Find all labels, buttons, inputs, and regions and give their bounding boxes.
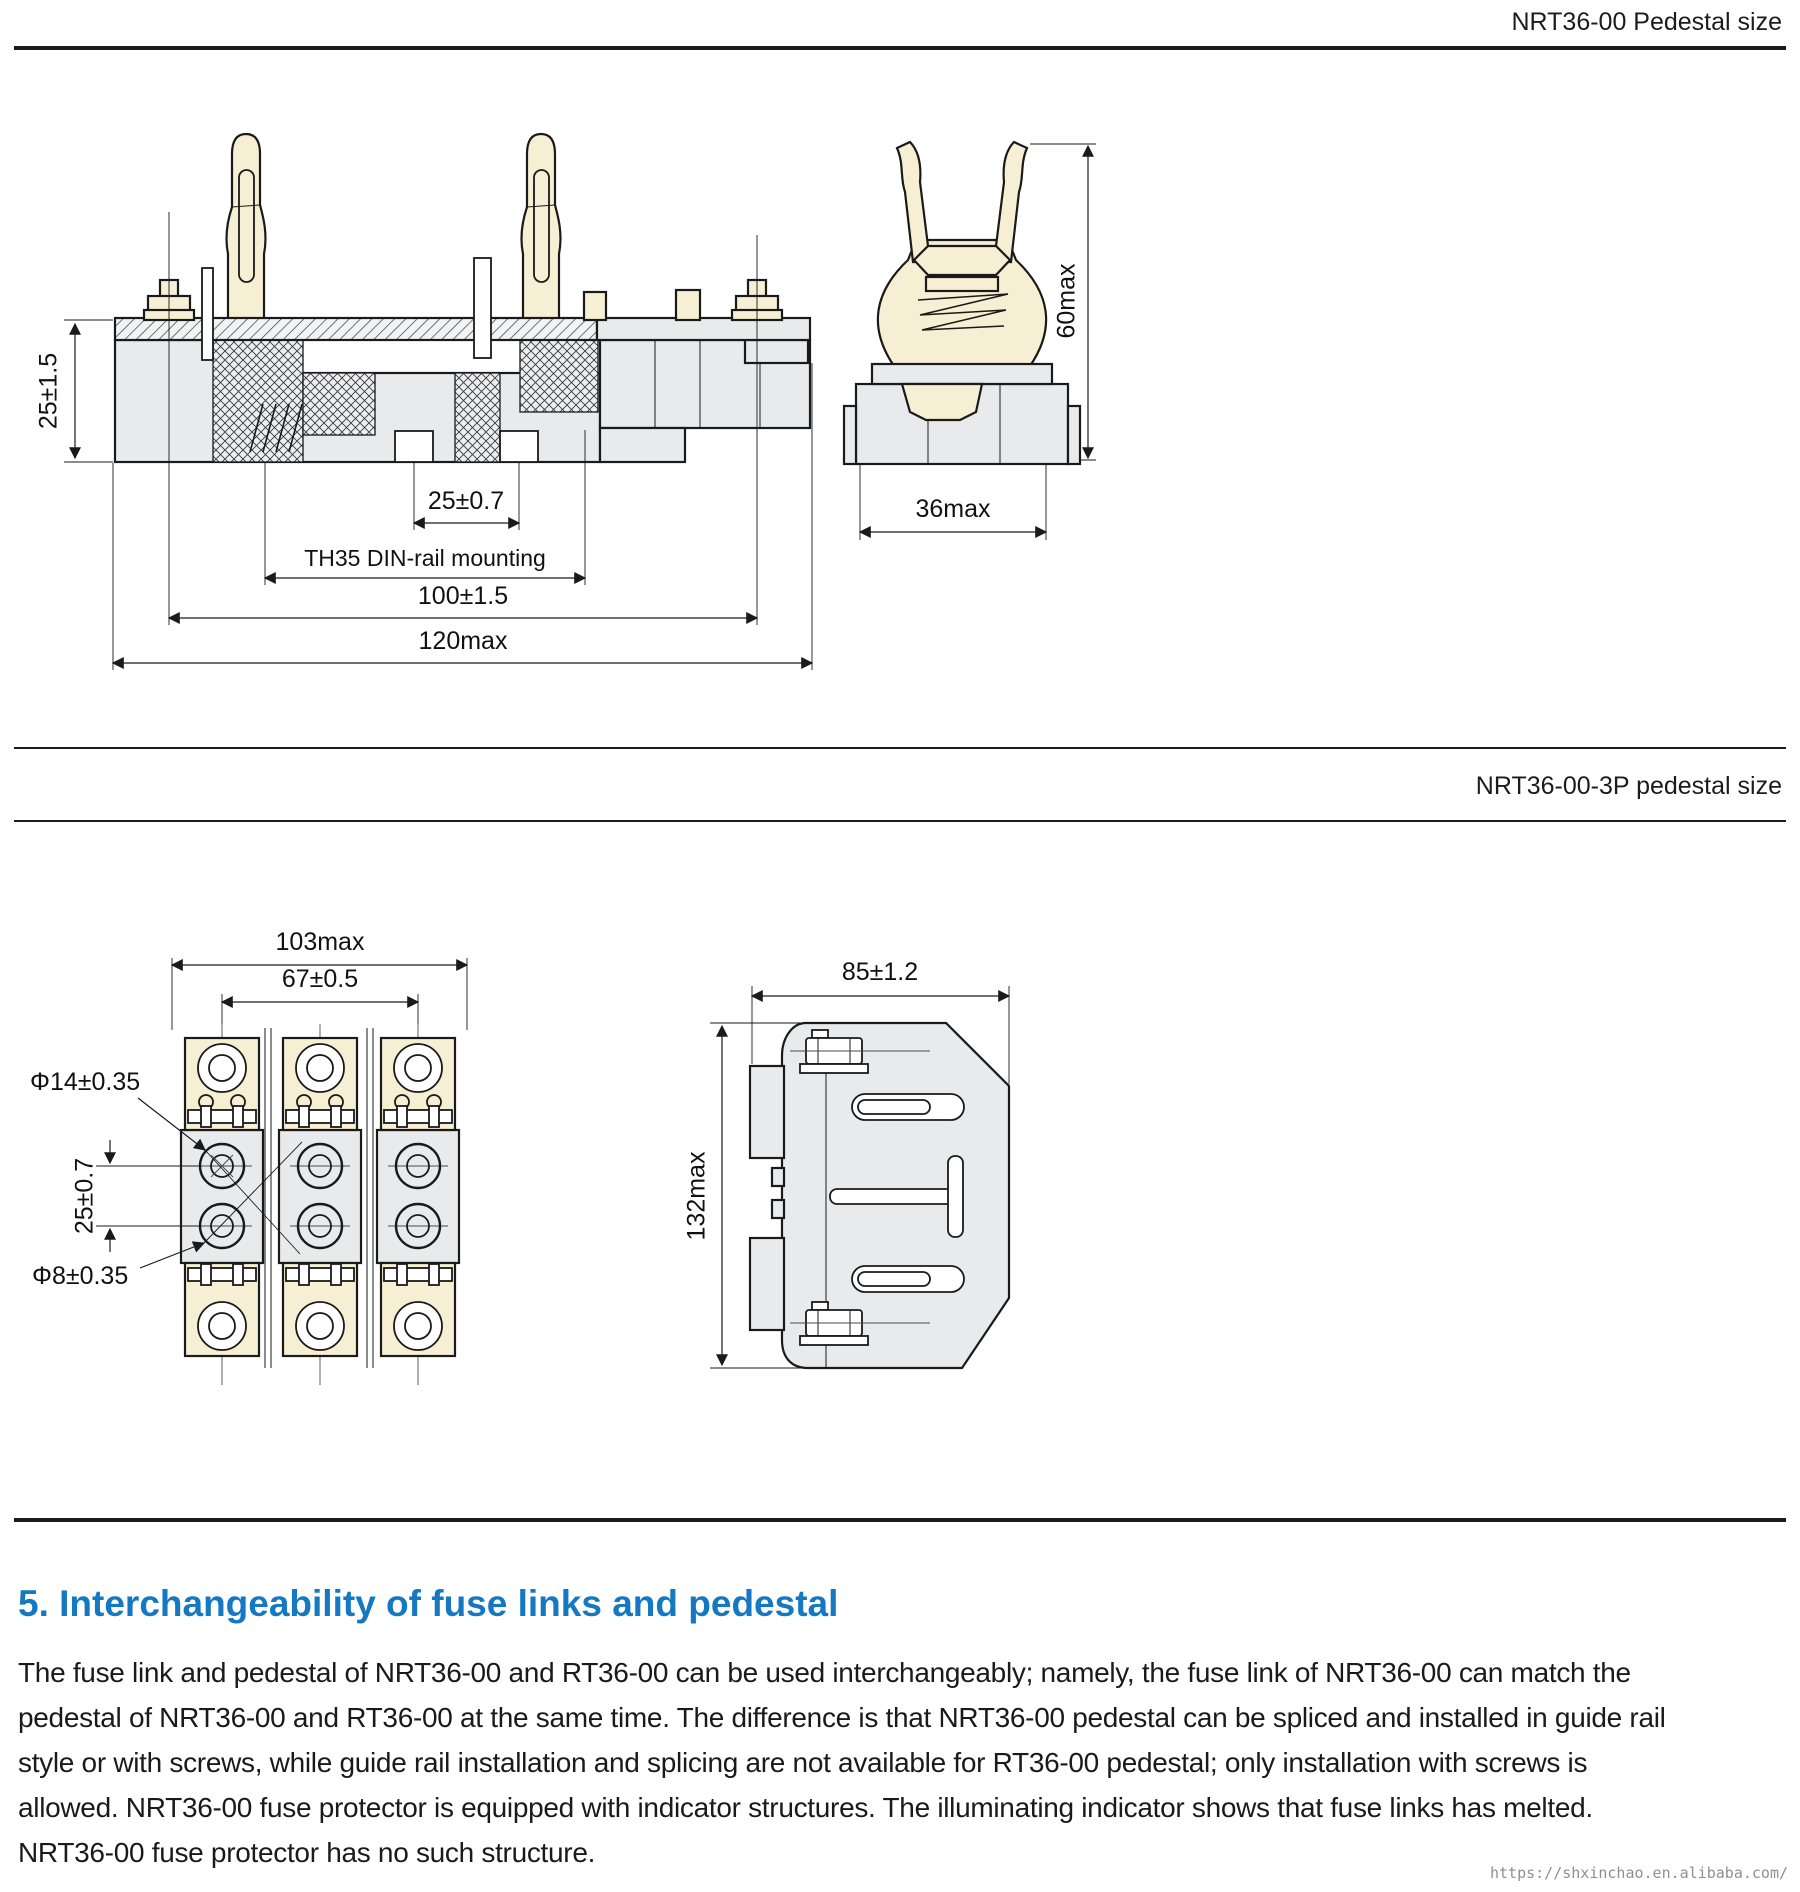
dim-label-pole-span: 67±0.5 <box>281 965 359 993</box>
clip-flange <box>872 364 1052 384</box>
fuse-pole <box>279 1024 361 1385</box>
din-rail-notch <box>500 431 538 462</box>
blade-contact-slot <box>852 1266 964 1292</box>
paragraph-line: pedestal of NRT36-00 and RT36-00 at the same time. The difference is that NRT36-00 pedestal can be spliced and installed in guide rail <box>18 1702 1666 1733</box>
paragraph-line: allowed. NRT36-00 fuse protector is equipped with indicator structures. The illuminating indicator shows that fuse links has melted. <box>18 1792 1593 1823</box>
din-mount-block <box>750 1066 784 1158</box>
fuse-handle <box>522 134 561 321</box>
diagram-3p-side-view <box>683 958 1009 1368</box>
dim-label-small-hole: Φ8±0.35 <box>32 1262 129 1290</box>
dim-label-hole-pitch: 25±0.7 <box>70 1157 99 1235</box>
t-slot <box>830 1189 960 1204</box>
dim-label-front-width: 36max <box>915 495 991 523</box>
paragraph-line: NRT36-00 fuse protector has no such structure. <box>18 1837 596 1868</box>
dim-label-hole-span: 100±1.5 <box>417 582 509 610</box>
dim-label-front-height: 60max <box>1052 263 1081 339</box>
fuse-handle <box>227 134 266 321</box>
dim-label-rail-pitch: 25±0.7 <box>427 487 505 515</box>
source-url-link[interactable]: https://shxinchao.en.alibaba.com/ <box>1489 1864 1788 1882</box>
section1-title: NRT36-00 Pedestal size <box>1511 8 1782 36</box>
mounting-plate <box>115 318 597 340</box>
dim-label-3p-overall-width: 103max <box>275 928 365 956</box>
divider-mid-1 <box>14 747 1786 749</box>
blade-contact-slot <box>852 1094 964 1120</box>
dim-label-din-rail: TH35 DIN-rail mounting <box>304 545 546 571</box>
diagram-3p-front-view <box>30 928 467 1385</box>
t-slot <box>948 1156 963 1237</box>
insulation-block <box>213 340 303 462</box>
dim-label-large-hole: Φ14±0.35 <box>30 1068 141 1096</box>
paragraph-line: The fuse link and pedestal of NRT36-00 and RT36-00 can be used interchangeably; namely, the fuse link of NRT36-00 can match the <box>18 1657 1631 1688</box>
diagram-pedestal-side-view <box>35 134 812 670</box>
dim-label-overall-width: 120max <box>418 627 508 655</box>
section2-title: NRT36-00-3P pedestal size <box>1475 772 1782 800</box>
fuse-pole <box>181 1024 263 1385</box>
paragraph-line: style or with screws, while guide rail installation and splicing are not available for RT36-00 pedestal; only installation with screws is <box>18 1747 1588 1778</box>
din-mount-block <box>750 1238 784 1330</box>
body-paragraph <box>18 1650 1666 1875</box>
divider-mid-2 <box>14 820 1786 822</box>
din-rail-notch <box>395 431 433 462</box>
dim-label-3p-side-width: 85±1.2 <box>841 958 919 986</box>
fuse-clip <box>878 142 1046 366</box>
section5-heading: 5. Interchangeability of fuse links and pedestal <box>18 1583 839 1624</box>
fuse-pole <box>377 1024 459 1385</box>
dim-label-3p-side-height: 132max <box>682 1151 711 1241</box>
diagram-pedestal-front-view <box>844 142 1096 540</box>
divider-bottom <box>14 1518 1786 1522</box>
dim-label-pedestal-height: 25±1.5 <box>34 352 63 430</box>
hex-nut <box>902 384 982 420</box>
